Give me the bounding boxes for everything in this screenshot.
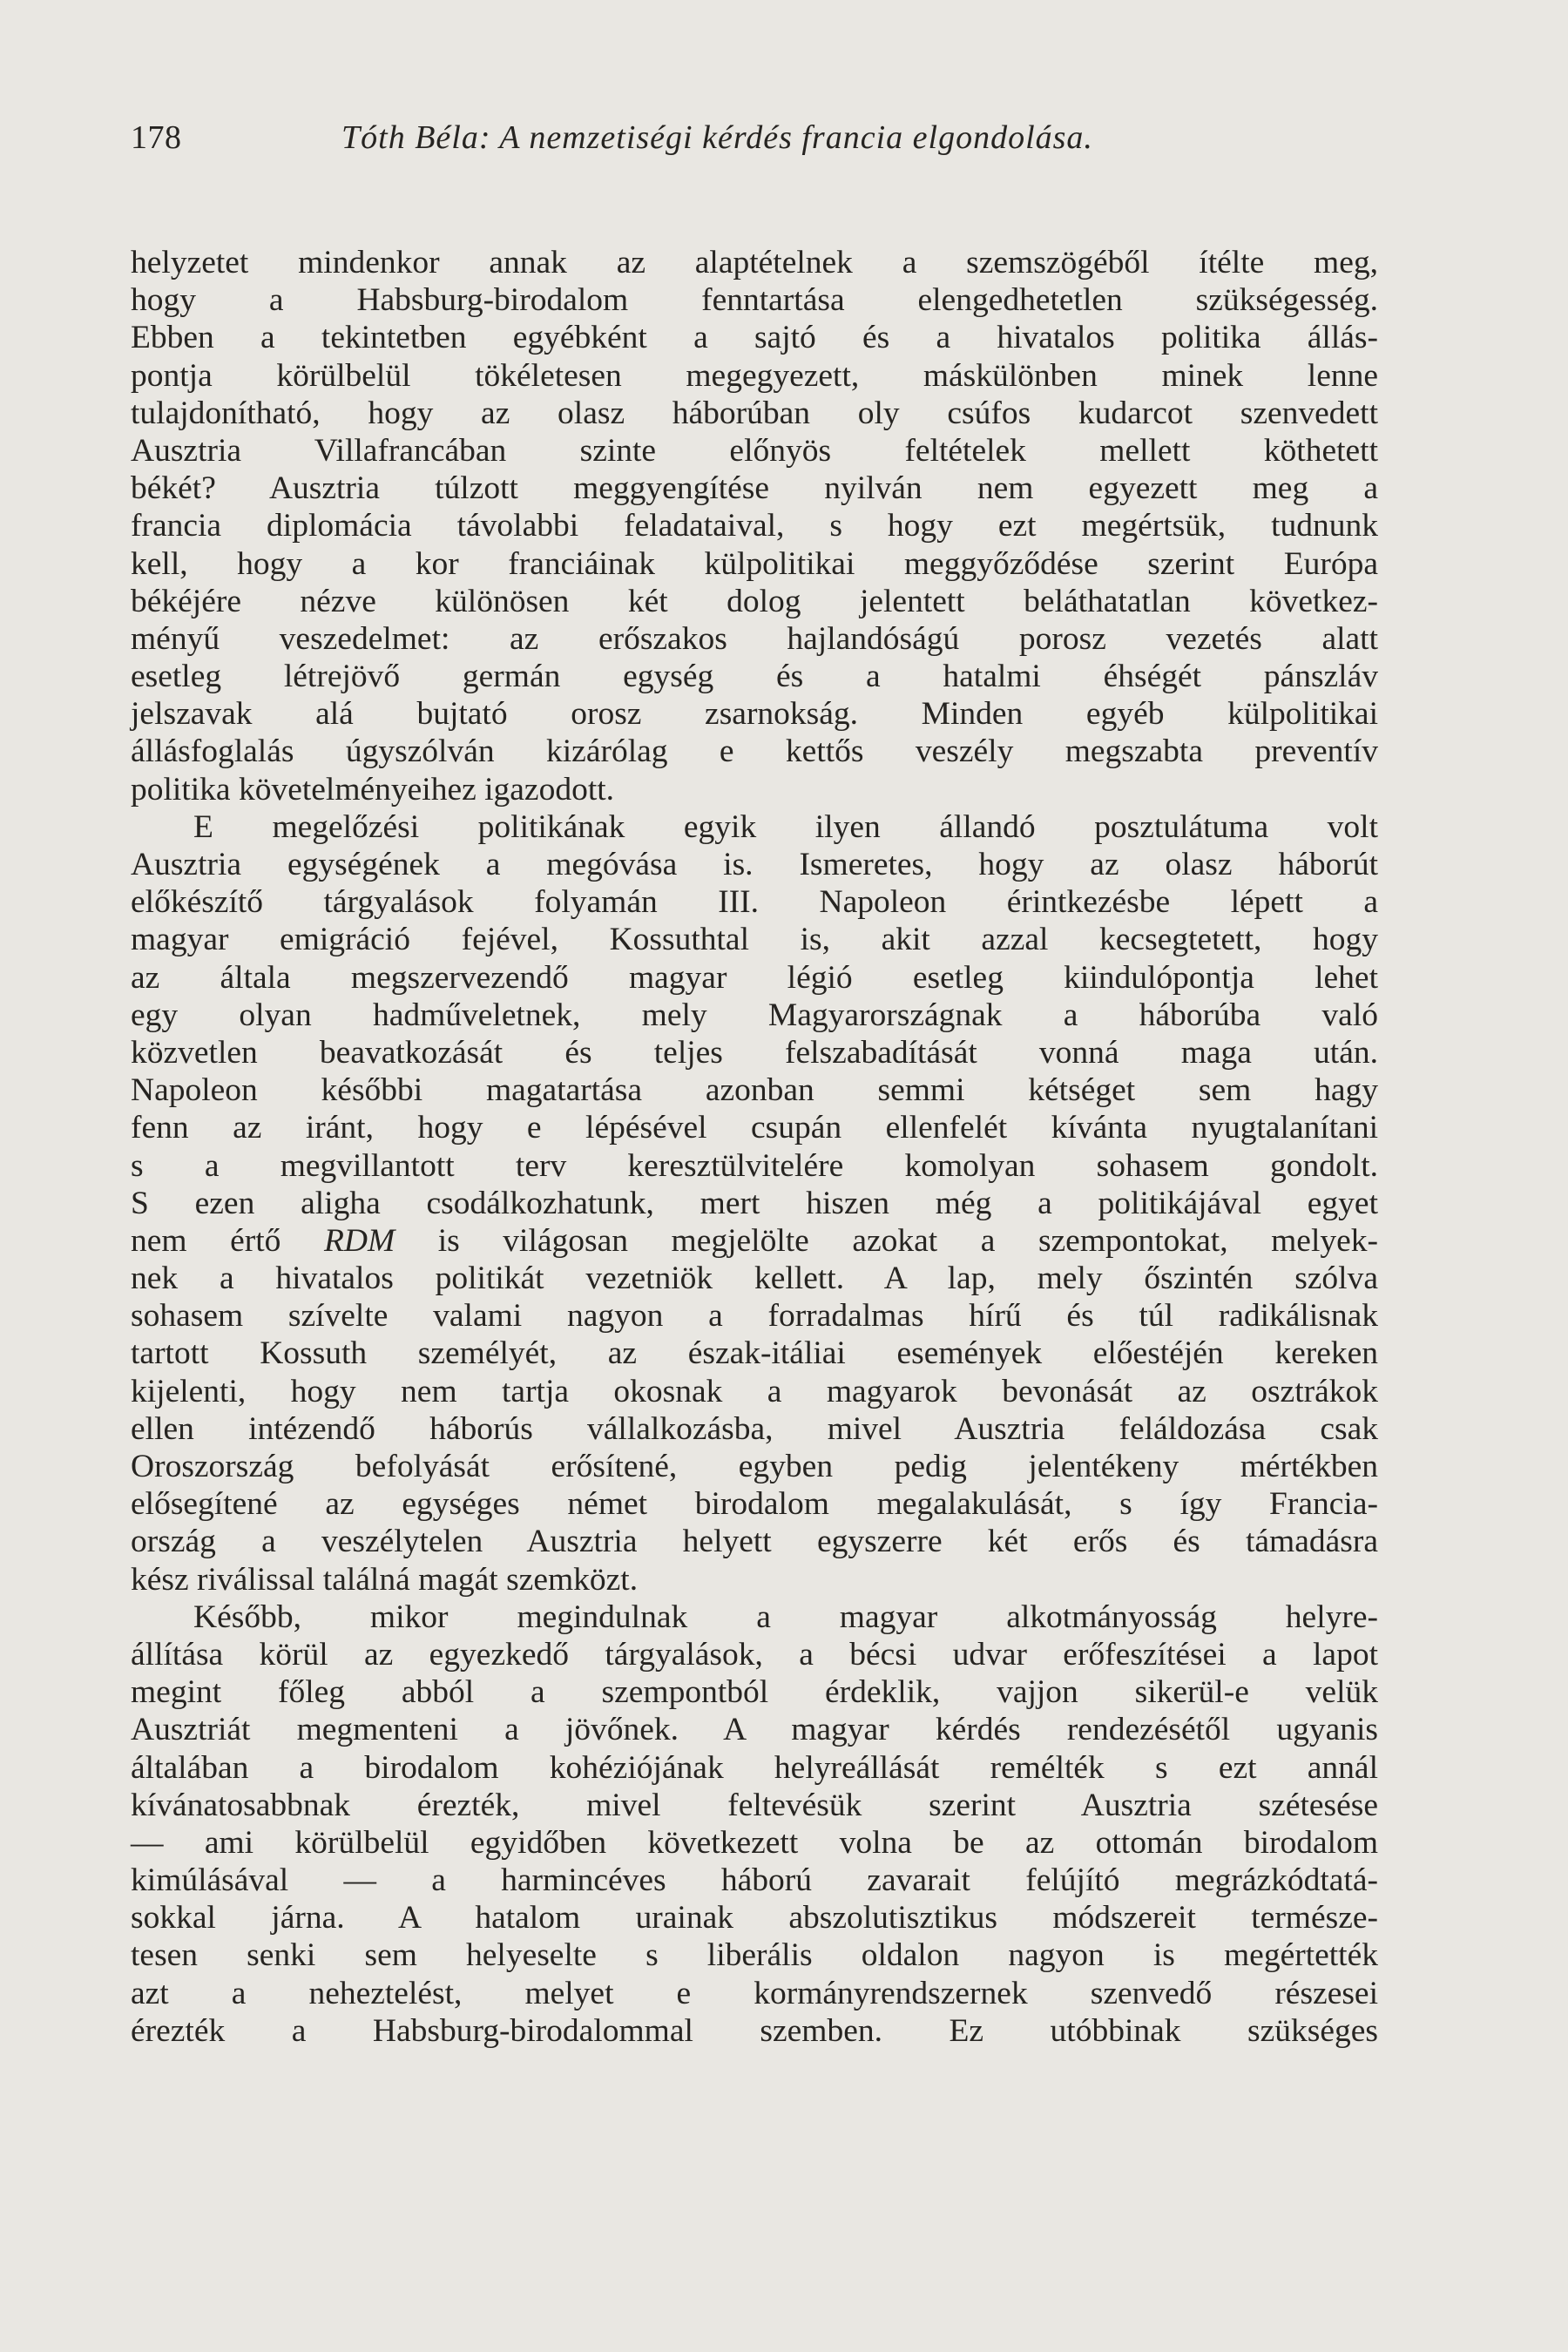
text-line: elősegítené az egységes német birodalom megalakulását, s így Francia- <box>131 1486 1378 1523</box>
text-line: Később, mikor megindulnak a magyar alkotmányosság helyre- <box>193 1598 1378 1635</box>
page-number: 178 <box>131 119 182 156</box>
text-line: kívánatosabbnak érezték, mivel feltevésük szerint Ausztria szétesése <box>131 1787 1378 1823</box>
text-line: tartott Kossuth személyét, az észak-itáliai események előestéjén kereken <box>131 1335 1378 1372</box>
text-fragment: is világosan megjelölte azokat a szempontokat, melyek- <box>437 1222 1378 1259</box>
text-line: Oroszország befolyását erősítené, egyben pedig jelentékeny mértékben <box>131 1449 1378 1484</box>
text-line: helyzetet mindenkor annak az alaptételnek a szemszögéből ítélte meg, <box>131 245 1378 280</box>
text-line: ország a veszélytelen Ausztria helyett egyszerre két erős és támadásra <box>131 1524 1378 1560</box>
text-line: pontja körülbelül tökéletesen megegyezett, máskülönben minek lenne <box>131 357 1378 394</box>
text-line: kész riválissal találná magát szemközt. <box>131 1561 639 1598</box>
text-line: politika követelményeihez igazodott. <box>131 771 615 808</box>
text-line: előkészítő tárgyalások folyamán III. Napoleon érintkezésbe lépett a <box>131 884 1378 921</box>
text-line: egy olyan hadműveletnek, mely Magyarországnak a háborúba való <box>131 997 1378 1033</box>
text-line: s a megvillantott terv keresztülvitelére komolyan sohasem gondolt. <box>131 1147 1378 1184</box>
text-line: általában a birodalom kohéziójának helyreállását remélték s ezt annál <box>131 1749 1378 1786</box>
text-line: békéjére nézve különösen két dolog jelentett beláthatatlan következ- <box>131 583 1378 619</box>
text-line-with-abbreviation <box>131 1222 1378 1260</box>
text-line: nek a hivatalos politikát vezetniök kellett. A lap, mely őszintén szólva <box>131 1260 1378 1297</box>
running-head: Tóth Béla: A nemzetiségi kérdés francia elgondolása. <box>341 119 1093 156</box>
rdm-abbreviation: RDM <box>323 1222 395 1259</box>
text-line: jelszavak alá bujtató orosz zsarnokság. Minden egyéb külpolitikai <box>131 696 1378 733</box>
text-line: békét? Ausztria túlzott meggyengítése nyilván nem egyezett meg a <box>131 470 1378 507</box>
text-line: Napoleon későbbi magatartása azonban semmi kétséget sem hagy <box>131 1072 1378 1109</box>
text-line: érezték a Habsburg-birodalommal szemben. Ez utóbbinak szükséges <box>131 2012 1378 2049</box>
text-line: tulajdonítható, hogy az olasz háborúban oly csúfos kudarcot szenvedett <box>131 395 1378 431</box>
text-line: kijelenti, hogy nem tartja okosnak a magyarok bevonását az osztrákok <box>131 1373 1378 1409</box>
text-line: az általa megszervezendő magyar légió esetleg kiindulópontja lehet <box>131 959 1378 996</box>
text-line: hogy a Habsburg-birodalom fenntartása elengedhetetlen szükségesség. <box>131 282 1378 319</box>
text-line: állítása körül az egyezkedő tárgyalások, a bécsi udvar erőfeszítései a lapot <box>131 1636 1378 1673</box>
text-line: kimúlásával — a harmincéves háború zavarait felújító megrázkódtatá- <box>131 1862 1378 1899</box>
page-header <box>131 118 1376 171</box>
text-line: fenn az iránt, hogy e lépésével csupán ellenfelét kívánta nyugtalanítani <box>131 1110 1378 1146</box>
text-line: azt a neheztelést, melyet e kormányrendszernek szenvedő részesei <box>131 1975 1378 2011</box>
text-line: esetleg létrejövő germán egység és a hatalmi éhségét pánszláv <box>131 659 1378 695</box>
text-line: tesen senki sem helyeselte s liberális oldalon nagyon is megértették <box>131 1937 1378 1974</box>
text-line: kell, hogy a kor franciáinak külpolitikai meggyőződése szerint Európa <box>131 545 1378 582</box>
text-line: Ausztria egységének a megóvása is. Ismeretes, hogy az olasz háborút <box>131 847 1378 882</box>
text-line: ményű veszedelmet: az erőszakos hajlandóságú porosz vezetés alatt <box>131 620 1378 657</box>
text-line: Ausztriát megmenteni a jövőnek. A magyar kérdés rendezésétől ugyanis <box>131 1712 1378 1748</box>
text-fragment: nem értő <box>131 1222 281 1259</box>
text-line: magyar emigráció fejével, Kossuthtal is, akit azzal kecsegtetett, hogy <box>131 922 1378 958</box>
body-text <box>131 244 1378 2050</box>
text-line: ellen intézendő háborús vállalkozásba, mivel Ausztria feláldozása csak <box>131 1410 1378 1447</box>
text-line: E megelőzési politikának egyik ilyen állandó posztulátuma volt <box>193 808 1378 845</box>
text-line: közvetlen beavatkozását és teljes felszabadítását vonná maga után. <box>131 1034 1378 1071</box>
text-line: sokkal járna. A hatalom urainak abszolutisztikus módszereit természe- <box>131 1900 1378 1936</box>
text-line: francia diplomácia távolabbi feladataival, s hogy ezt megértsük, tudnunk <box>131 508 1378 544</box>
text-line: állásfoglalás úgyszólván kizárólag e kettős veszély megszabta preventív <box>131 733 1378 770</box>
text-line: megint főleg abból a szempontból érdeklik, vajjon sikerül-e velük <box>131 1674 1378 1711</box>
text-line: Ebben a tekintetben egyébként a sajtó és a hivatalos politika állás- <box>131 320 1378 356</box>
text-line: S ezen aligha csodálkozhatunk, mert hiszen még a politikájával egyet <box>131 1185 1378 1221</box>
text-line: — ami körülbelül egyidőben következett volna be az ottomán birodalom <box>131 1824 1378 1861</box>
text-line: Ausztria Villafrancában szinte előnyös feltételek mellett köthetett <box>131 432 1378 469</box>
text-line: sohasem szívelte valami nagyon a forradalmas hírű és túl radikálisnak <box>131 1298 1378 1335</box>
